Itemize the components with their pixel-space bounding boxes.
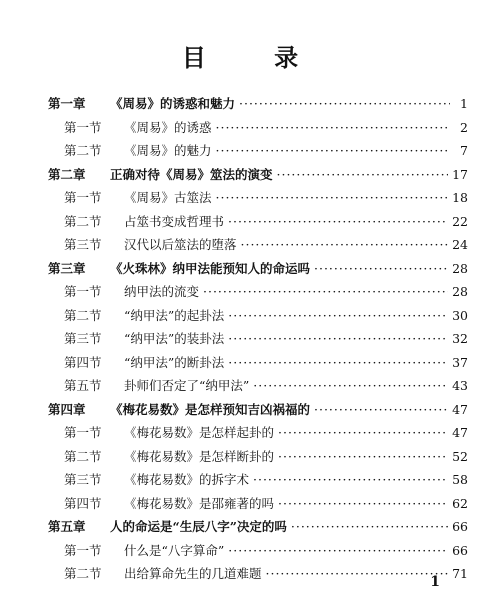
table-of-contents [48, 94, 468, 588]
toc-entry-page: 66 [452, 542, 468, 558]
toc-section-entry [48, 329, 468, 353]
toc-entry-title: 《周易》的诱惑和魅力 [110, 96, 236, 111]
toc-entry-title: 《梅花易数》是邵雍著的吗 [124, 495, 275, 511]
toc-entry-label: 第五章 [48, 519, 86, 534]
toc-section-entry [48, 212, 468, 236]
dot-leader [314, 261, 448, 276]
toc-entry-page: 58 [452, 472, 468, 487]
toc-entry-page: 28 [452, 260, 468, 276]
toc-entry-label: 第一节 [64, 119, 102, 135]
toc-entry-page: 22 [452, 213, 468, 229]
dot-leader [278, 496, 448, 511]
dot-leader [216, 143, 450, 158]
toc-section-entry [48, 470, 468, 494]
toc-section-entry [48, 141, 468, 165]
toc-entry-label: 第四节 [64, 495, 102, 511]
toc-entry-label: 第一节 [64, 425, 102, 440]
dot-leader [277, 167, 449, 182]
dot-leader [241, 237, 449, 252]
toc-entry-page: 62 [452, 495, 468, 511]
dot-leader [253, 378, 448, 393]
toc-entry-page: 47 [452, 401, 468, 417]
toc-entry-label: 第四章 [48, 401, 86, 417]
toc-entry-title: 什么是“八字算命” [124, 542, 225, 558]
toc-entry-page: 52 [452, 448, 468, 464]
toc-entry-page: 2 [460, 119, 468, 135]
toc-entry-page: 66 [452, 519, 468, 534]
toc-entry-title: 正确对待《周易》筮法的演变 [110, 166, 273, 182]
toc-section-entry [48, 541, 468, 565]
dot-leader [228, 355, 448, 370]
toc-chapter-entry [48, 259, 468, 283]
toc-section-entry [48, 564, 468, 588]
dot-leader [216, 120, 450, 135]
toc-entry-label: 第二章 [48, 166, 86, 182]
toc-entry-label: 第二节 [64, 448, 102, 464]
toc-entry-page: 30 [452, 307, 468, 323]
toc-section-entry [48, 494, 468, 518]
dot-leader [239, 96, 450, 111]
toc-entry-page: 37 [452, 354, 468, 370]
dot-leader [314, 402, 448, 417]
toc-entry-title: 纳甲法的流变 [124, 284, 200, 299]
toc-entry-page: 32 [452, 331, 468, 346]
dot-leader [216, 190, 449, 205]
toc-entry-title: 人的命运是“生辰八字”决定的吗 [110, 519, 287, 534]
dot-leader [228, 214, 448, 229]
toc-entry-label: 第一节 [64, 190, 102, 205]
toc-section-entry [48, 353, 468, 377]
toc-entry-title: “纳甲法”的起卦法 [124, 307, 225, 323]
toc-entry-title: 卦师们否定了“纳甲法” [124, 378, 250, 393]
toc-section-entry [48, 376, 468, 400]
toc-section-entry [48, 447, 468, 471]
toc-entry-label: 第三节 [64, 331, 102, 346]
toc-entry-label: 第二节 [64, 143, 102, 158]
toc-entry-title: 《周易》的诱惑 [124, 119, 212, 135]
toc-entry-title: 《梅花易数》的拆字术 [124, 472, 250, 487]
dot-leader [228, 331, 448, 346]
toc-entry-label: 第三节 [64, 472, 102, 487]
toc-entry-label: 第一节 [64, 284, 102, 299]
toc-entry-page: 47 [452, 425, 468, 440]
toc-entry-page: 24 [452, 237, 468, 252]
toc-entry-label: 第五节 [64, 378, 102, 393]
toc-entry-page: 7 [460, 143, 468, 158]
toc-entry-title: 《周易》古筮法 [124, 190, 212, 205]
page-number: 1 [430, 574, 440, 590]
page-title: 目 录 [181, 43, 329, 72]
dot-leader [266, 566, 449, 581]
toc-entry-title: “纳甲法”的断卦法 [124, 354, 225, 370]
toc-entry-label: 第四节 [64, 354, 102, 370]
toc-chapter-entry [48, 400, 468, 424]
toc-entry-label: 第一节 [64, 542, 102, 558]
toc-entry-page: 1 [460, 96, 468, 111]
toc-entry-label: 第二节 [64, 213, 102, 229]
toc-entry-title: 《梅花易数》是怎样预知吉凶祸福的 [110, 401, 311, 417]
toc-entry-title: 《梅花易数》是怎样起卦的 [124, 425, 275, 440]
dot-leader [291, 519, 448, 534]
toc-section-entry [48, 306, 468, 330]
dot-leader [278, 449, 448, 464]
toc-entry-title: “纳甲法”的装卦法 [124, 331, 225, 346]
toc-entry-title: 《梅花易数》是怎样断卦的 [124, 448, 275, 464]
toc-section-entry [48, 423, 468, 447]
dot-leader [203, 284, 448, 299]
toc-section-entry [48, 282, 468, 306]
toc-chapter-entry [48, 94, 468, 118]
toc-entry-title: 《周易》的魅力 [124, 143, 212, 158]
toc-section-entry [48, 118, 468, 142]
toc-entry-label: 第二节 [64, 307, 102, 323]
toc-entry-page: 17 [452, 166, 468, 182]
toc-entry-title: 《火珠林》纳甲法能预知人的命运吗 [110, 260, 311, 276]
toc-entry-page: 28 [452, 284, 468, 299]
toc-entry-title: 汉代以后筮法的堕落 [124, 237, 237, 252]
toc-entry-title: 占筮书变成哲理书 [124, 213, 225, 229]
toc-entry-page: 43 [452, 378, 468, 393]
toc-chapter-entry [48, 165, 468, 189]
toc-entry-title: 出给算命先生的几道难题 [124, 566, 262, 581]
toc-entry-label: 第二节 [64, 566, 102, 581]
toc-section-entry [48, 235, 468, 259]
dot-leader [228, 543, 448, 558]
toc-entry-label: 第三章 [48, 260, 86, 276]
dot-leader [228, 308, 448, 323]
toc-section-entry [48, 188, 468, 212]
toc-entry-page: 71 [452, 566, 468, 581]
dot-leader [253, 472, 448, 487]
toc-entry-page: 18 [452, 190, 468, 205]
toc-chapter-entry [48, 517, 468, 541]
toc-entry-label: 第三节 [64, 237, 102, 252]
dot-leader [278, 425, 448, 440]
toc-entry-label: 第一章 [48, 96, 86, 111]
